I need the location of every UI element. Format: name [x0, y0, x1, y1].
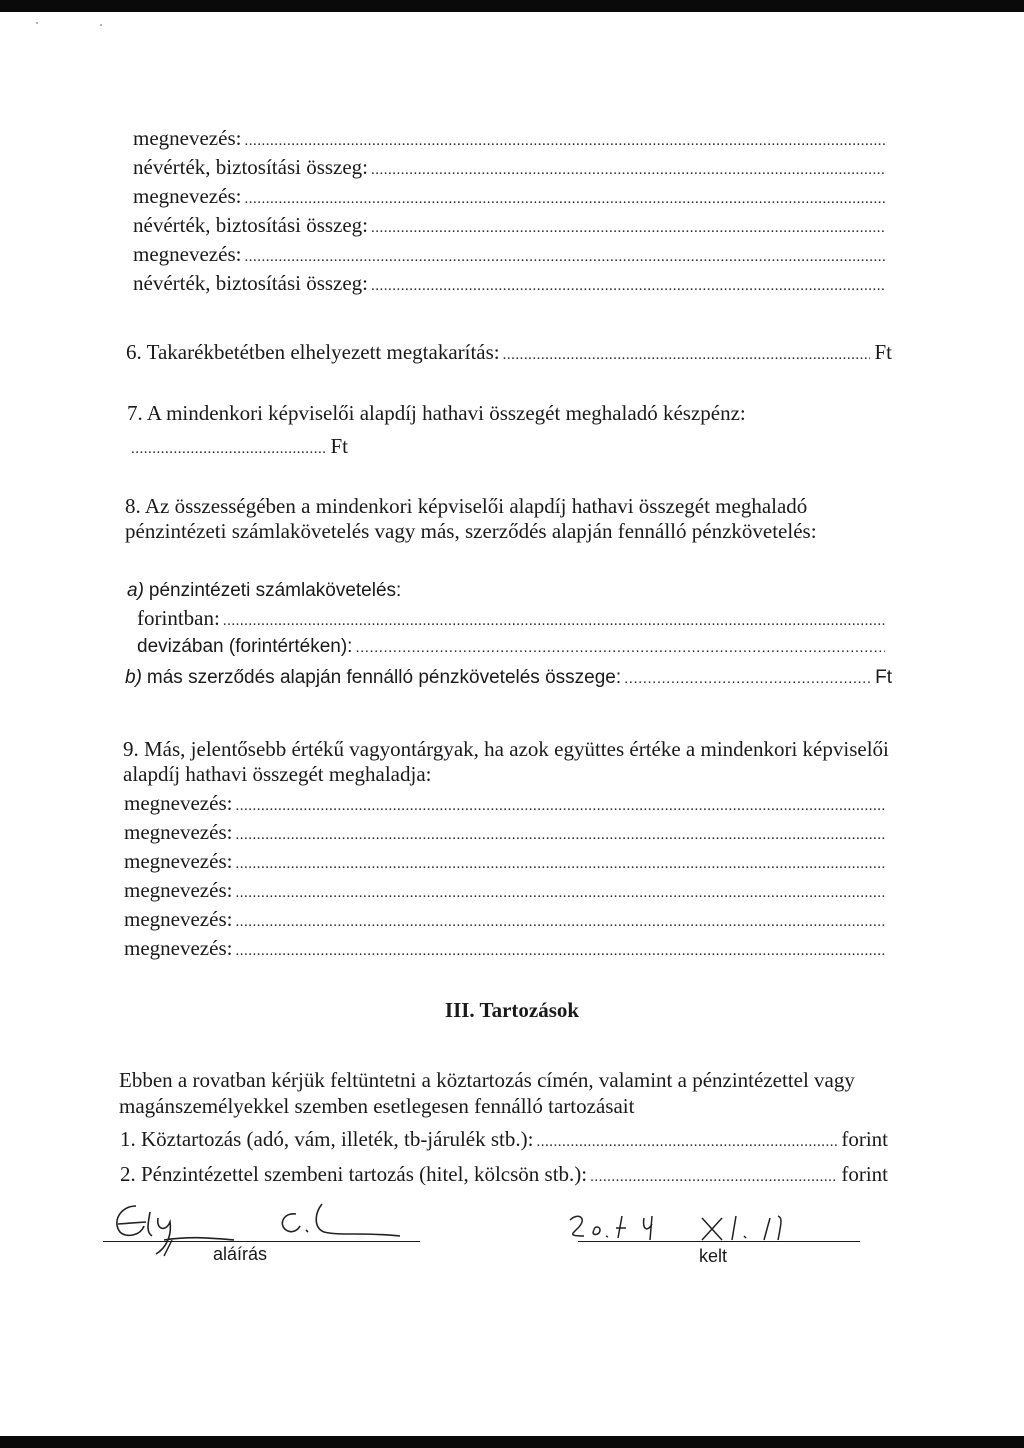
item8b-label: más szerződés alapján fennálló pénzkövetelés összege: — [146, 667, 622, 688]
debt1-label: 1. Köztartozás (adó, vám, illeték, tb-járulék stb.): — [120, 1127, 534, 1151]
forint-label: forintban: — [137, 606, 220, 630]
scan-speck — [36, 22, 38, 24]
item9-row — [124, 791, 889, 818]
item6-unit: Ft — [874, 340, 892, 364]
item8b-row — [125, 666, 892, 691]
fill-line — [235, 910, 885, 934]
asset-name-row — [133, 242, 889, 269]
fill-line — [371, 216, 885, 240]
item8a-label: pénzintézeti számlakövetelés: — [148, 580, 402, 601]
item9-row — [124, 820, 889, 847]
fill-line — [244, 129, 885, 153]
fill-line — [244, 187, 885, 211]
asset-value-label: névérték, biztosítási összeg: — [133, 271, 369, 295]
asset-value-label: névérték, biztosítási összeg: — [133, 155, 369, 179]
item9-label: megnevezés: — [124, 907, 233, 931]
item9-row — [124, 878, 889, 905]
fill-line — [235, 852, 885, 876]
date-caption: kelt — [699, 1246, 728, 1266]
item9-row — [124, 936, 889, 963]
deviza-label: devizában (forintértéken): — [137, 636, 353, 657]
asset-value-row — [133, 213, 889, 240]
fill-line — [223, 609, 885, 633]
asset-value-row — [133, 155, 889, 182]
scan-bottom-edge — [0, 1436, 1024, 1448]
item8a-marker: a) — [127, 580, 144, 601]
fill-line — [503, 343, 871, 367]
item8b-marker: b) — [125, 667, 142, 688]
item9-row — [124, 849, 889, 876]
fill-line — [371, 158, 885, 182]
asset-value-row — [133, 271, 889, 298]
item9-label: megnevezés: — [124, 936, 233, 960]
section-heading: III. Tartozások — [444, 998, 580, 1022]
debt2-unit: forint — [841, 1162, 888, 1186]
debt2-label: 2. Pénzintézettel szembeni tartozás (hitel, kölcsön stb.): — [120, 1162, 588, 1186]
handwritten-date — [560, 1206, 860, 1246]
asset-name-label: megnevezés: — [133, 184, 242, 208]
item9-intro: 9. Más, jelentősebb értékű vagyontárgyak, ha azok együttes értéke a mindenkori képviselői alapdíj hathavi összegét meghaladja: — [123, 737, 889, 786]
scan-speck — [100, 24, 102, 26]
date-line — [578, 1241, 860, 1242]
item8-intro: 8. Az összességében a mindenkori képviselői alapdíj hathavi összegét meghaladó pénzintézeti számlakövetelés vagy más, szerződés alapján fennálló pénzkövetelés: — [125, 494, 817, 543]
item6-label: 6. Takarékbetétben elhelyezett megtakarítás: — [126, 340, 500, 364]
debt1-unit: forint — [841, 1127, 888, 1151]
fill-line — [235, 823, 885, 847]
item9-label: megnevezés: — [124, 849, 233, 873]
signature-caption: aláírás — [213, 1244, 268, 1264]
fill-line — [536, 1130, 837, 1154]
item9-label: megnevezés: — [124, 878, 233, 902]
fill-line — [590, 1165, 837, 1189]
item7-cash-row — [131, 434, 348, 461]
fill-line — [235, 881, 885, 905]
item9-label: megnevezés: — [124, 791, 233, 815]
debt1-row — [120, 1127, 888, 1154]
item7-text: 7. A mindenkori képviselői alapdíj hathavi összegét meghaladó készpénz: — [127, 401, 746, 425]
asset-value-label: névérték, biztosítási összeg: — [133, 213, 369, 237]
asset-name-row — [133, 184, 889, 211]
item6-savings-row — [126, 340, 892, 367]
item9-row — [124, 907, 889, 934]
fill-line — [624, 667, 871, 691]
asset-name-label: megnevezés: — [133, 242, 242, 266]
item8a-deviza-row — [137, 635, 889, 660]
scan-top-edge — [0, 0, 1024, 12]
signature-line — [103, 1241, 420, 1242]
fill-line — [235, 794, 885, 818]
fill-line — [235, 939, 885, 963]
debt2-row — [120, 1162, 888, 1189]
item8a-row — [127, 579, 524, 603]
asset-name-label: megnevezés: — [133, 126, 242, 150]
fill-line — [355, 636, 885, 660]
item8b-unit: Ft — [875, 667, 892, 688]
fill-line — [131, 437, 326, 461]
section3-intro: Ebben a rovatban kérjük feltüntetni a köztartozás címén, valamint a pénzintézettel vagy magánszemélyekkel szemben esetlegesen fennálló tartozásait — [119, 1068, 855, 1118]
asset-name-row — [133, 126, 889, 153]
item9-label: megnevezés: — [124, 820, 233, 844]
item8a-forint-row — [137, 606, 889, 633]
fill-line — [244, 245, 885, 269]
item7-unit: Ft — [330, 434, 348, 458]
fill-line — [371, 274, 885, 298]
